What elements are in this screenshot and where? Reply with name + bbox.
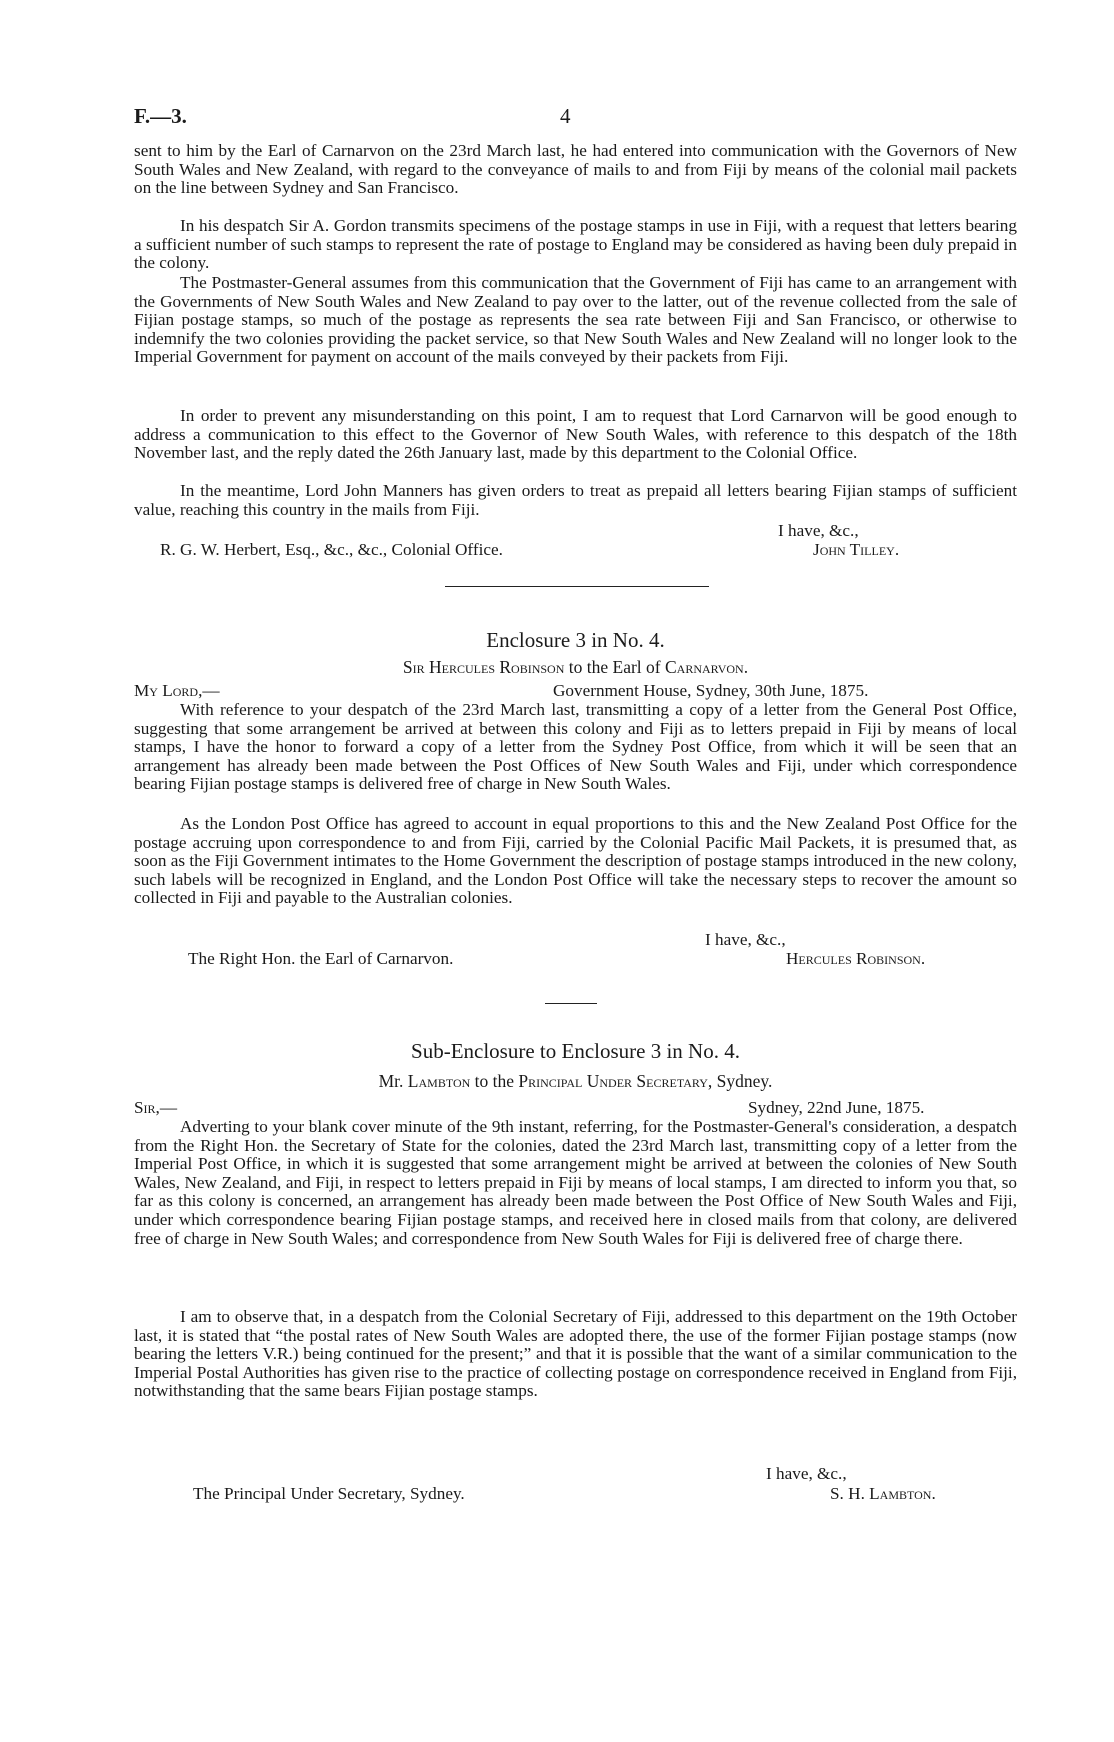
sub-enclosure-paragraph-1: Adverting to your blank cover minute of the 9th instant, referring, for the Postmaster-General's consideration, a despatch from the Right Hon. the Secretary of State for the colonies, dated the 23rd March last, transmitting copy of a letter from the Imperial Post Office, in which it is suggested that some arrangement might be arrived at between the colonies of New South Wales, New Zealand, and Fiji, in respect to letters prepaid in Fiji by means of local stamps, I am directed to inform you that, so far as this colony is concerned, an arrangement has already been made between the Post Office of New South Wales and Fiji, under which correspondence bearing Fijian postage stamps, and received here in closed mails from that colony, are delivered free of charge in New South Wales; and correspondence from New South Wales for Fiji is delivered free of charge there.: [134, 1117, 1017, 1248]
recipient-name: Principal Under Secretary,: [518, 1071, 713, 1091]
enclosure-subtitle: [134, 657, 1017, 677]
sub-enclosure-addressee: The Principal Under Secretary, Sydney.: [193, 1484, 465, 1503]
letter-paragraph-2: In his despatch Sir A. Gordon transmits specimens of the postage stamps in use in Fiji, with a request that letters bearing a sufficient number of such stamps to represent the rate of postage to England may be considered as having been duly prepaid in the colony.: [134, 216, 1017, 273]
letter-paragraph-5: In the meantime, Lord John Manners has given orders to treat as prepaid all letters bearing Fijian stamps of sufficient value, reaching this country in the mails from Fiji.: [134, 481, 1017, 519]
subtitle-connector: to the Earl of: [564, 657, 665, 677]
enclosure-addressee: The Right Hon. the Earl of Carnarvon.: [188, 949, 454, 968]
sender-name: Sir Hercules Robinson: [402, 657, 565, 677]
letter-addressee: R. G. W. Herbert, Esq., &c., &c., Colonial Office.: [160, 540, 503, 559]
letter-paragraph-3: The Postmaster-General assumes from this communication that the Government of Fiji has came to an arrangement with the Governments of New South Wales and New Zealand to pay over to the latter, out of the revenue collected from the sale of Fijian postage stamps, so much of the postage as represents the sea rate between Fiji and San Francisco, or otherwise to indemnify the two colonies providing the packet service, so that New South Wales and New Zealand will no longer look to the Imperial Government for payment on account of the mails conveyed by their packets from Fiji.: [134, 273, 1017, 367]
sub-enclosure-subtitle: [134, 1071, 1017, 1091]
enclosure-place-date: Government House, Sydney, 30th June, 1875.: [553, 681, 869, 700]
enclosure-title: Enclosure 3 in No. 4.: [486, 628, 665, 652]
enclosure-signature: Hercules Robinson.: [786, 949, 926, 968]
subtitle-connector: to the: [470, 1071, 519, 1091]
enclosure-closing: I have, &c.,: [705, 930, 786, 949]
letter-closing: I have, &c.,: [778, 521, 859, 540]
section-divider: [445, 586, 709, 587]
enclosure-paragraph-1: With reference to your despatch of the 23rd March last, transmitting a copy of a letter from the General Post Office, suggesting that some arrangement be arrived at between this colony and Fiji as to letters prepaid in Fiji by means of local stamps, I have the honor to forward a copy of a letter from the Sydney Post Office, from which it will be seen that an arrangement has already been made between the Post Offices of New South Wales and Fiji, under which correspondence bearing Fijian postage stamps is delivered free of charge in New South Wales.: [134, 700, 1017, 794]
section-divider-short: [545, 1003, 597, 1004]
sub-enclosure-closing: I have, &c.,: [766, 1464, 847, 1483]
page-header: [134, 104, 974, 128]
sub-enclosure-title: Sub-Enclosure to Enclosure 3 in No. 4.: [411, 1039, 740, 1063]
letter-paragraph-4: In order to prevent any misunderstanding on this point, I am to request that Lord Carnarvon will be good enough to address a communication to this effect to the Governor of New South Wales, with reference to this despatch of the 18th November last, and the reply dated the 26th January last, made by this department to the Colonial Office.: [134, 406, 1017, 463]
letter-paragraph-1: sent to him by the Earl of Carnarvon on the 23rd March last, he had entered into communication with the Governors of New South Wales and New Zealand, with regard to the conveyance of mails to and from Fiji by means of the colonial mail packets on the line between Sydney and San Francisco.: [134, 141, 1017, 198]
sender-name: Lambton: [407, 1071, 471, 1091]
recipient-name: Carnarvon.: [664, 657, 749, 677]
subtitle-suffix: Sydney.: [712, 1071, 773, 1091]
sub-enclosure-salutation: Sir,—: [134, 1098, 178, 1117]
sub-enclosure-place-date: Sydney, 22nd June, 1875.: [748, 1098, 925, 1117]
sub-enclosure-paragraph-2: I am to observe that, in a despatch from the Colonial Secretary of Fiji, addressed to this department on the 19th October last, it is stated that “the postal rates of New South Wales are adopted there, the use of the former Fijian postage stamps (now bearing the letters V.R.) being continued for the present;” and that it is possible that the want of a similar communication to the Imperial Postal Authorities has given rise to the practice of collecting postage on correspondence received in England from Fiji, notwithstanding that the same bears Fijian postage stamps.: [134, 1307, 1017, 1401]
subtitle-prefix: Mr.: [378, 1071, 408, 1091]
page-number: 4: [560, 104, 571, 128]
sub-enclosure-signature: S. H. Lambton.: [830, 1484, 936, 1503]
paper-reference: F.—3.: [134, 104, 187, 128]
letter-signature: John Tilley.: [813, 540, 900, 559]
enclosure-paragraph-2: As the London Post Office has agreed to account in equal proportions to this and the New Zealand Post Office for the postage accruing upon correspondence to and from Fiji, carried by the Colonial Pacific Mail Packets, it is presumed that, as soon as the Fiji Government intimates to the Home Government the description of postage stamps introduced in the new colony, such labels will be recognized in England, and the London Post Office will take the necessary steps to recover the amount so collected in Fiji and payable to the Australian colonies.: [134, 814, 1017, 908]
enclosure-salutation: My Lord,—: [134, 681, 220, 700]
